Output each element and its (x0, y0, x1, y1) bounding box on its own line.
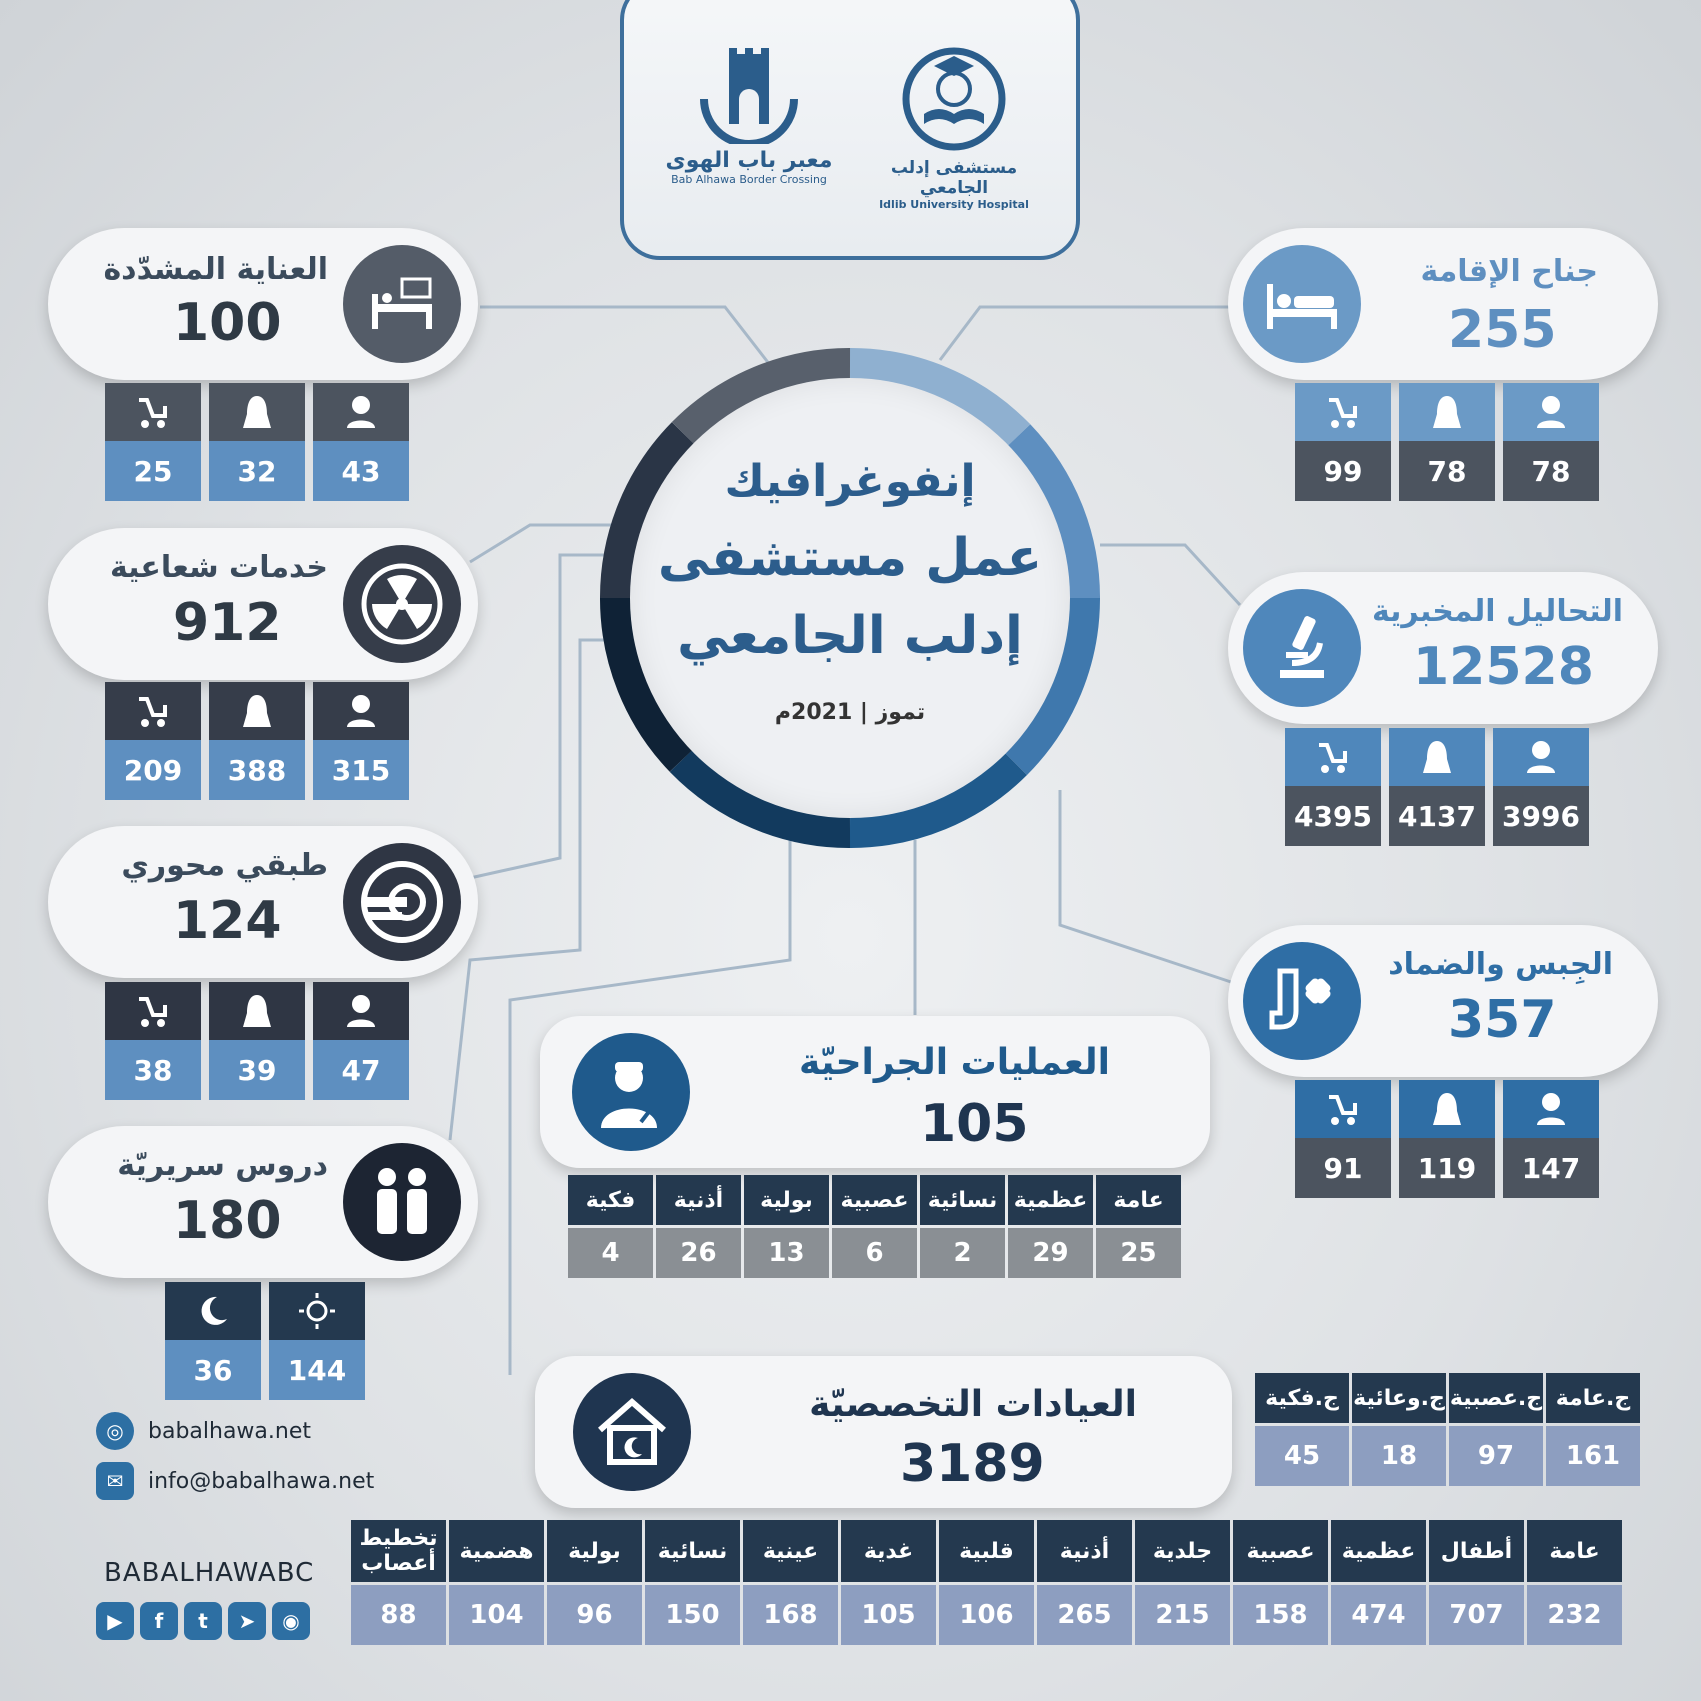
clinics-header-9: عصبية (1233, 1520, 1328, 1582)
inpatient-men: 78 (1503, 441, 1599, 501)
icu-bed-icon (343, 245, 461, 363)
surgery-header-5: عظمية (1008, 1175, 1093, 1225)
lab-title: التحاليل المخبرية (1371, 594, 1623, 629)
surgery-table (565, 1172, 1184, 1281)
surgery-value-cell-6: 25 (1096, 1228, 1181, 1278)
clinics-header-12: عامة (1527, 1520, 1622, 1582)
man-icon (1503, 383, 1599, 441)
center-title-line2: عمل مستشفى (657, 528, 1043, 588)
radiology-value: 912 (173, 593, 282, 653)
stroller-icon (1285, 728, 1381, 786)
clinics-value-cell-8: 215 (1135, 1585, 1230, 1645)
clinical-title: دروس سريريّة (117, 1148, 328, 1183)
man-icon (1503, 1080, 1599, 1138)
clinics-value-cell-0: 88 (351, 1585, 446, 1645)
bab-alhawa-ar: معبر باب الهوى (665, 148, 833, 173)
clinics-value-cell-11: 707 (1429, 1585, 1524, 1645)
doctors-icon (343, 1143, 461, 1261)
woman-icon (1399, 1080, 1495, 1138)
radiology-women: 388 (209, 740, 305, 800)
clinics-header-5: غدية (841, 1520, 936, 1582)
lab-men: 3996 (1493, 786, 1589, 846)
stroller-icon (105, 982, 201, 1040)
bab-alhawa-logo (664, 44, 834, 186)
stroller-icon (105, 682, 201, 740)
surgery-value-cell-1: 26 (656, 1228, 741, 1278)
icu-card (48, 228, 478, 380)
clinical-night: 36 (165, 1340, 261, 1400)
clinics-value-cell-1: 104 (449, 1585, 544, 1645)
icu-children: 25 (105, 441, 201, 501)
clinics-header-2: بولية (547, 1520, 642, 1582)
surgery-header-3: عصبية (832, 1175, 917, 1225)
inpatient-value: 255 (1448, 300, 1557, 360)
telegram-icon[interactable]: ➤ (228, 1602, 266, 1640)
clinics-value-cell-5: 105 (841, 1585, 936, 1645)
surgery-value-cell-3: 6 (832, 1228, 917, 1278)
clinical-card (48, 1126, 478, 1278)
icu-title: العناية المشدّدة (103, 252, 328, 287)
center-title-line1: إنفوغرافيك (724, 456, 976, 507)
cast-women: 119 (1399, 1138, 1495, 1198)
clinics-side-header-1: ج.وعائية (1352, 1373, 1446, 1423)
cast-value: 357 (1448, 990, 1557, 1050)
microscope-icon (1243, 589, 1361, 707)
clinics-value-cell-9: 158 (1233, 1585, 1328, 1645)
woman-icon (209, 982, 305, 1040)
clinics-card (535, 1356, 1232, 1508)
clinics-value-cell-6: 106 (939, 1585, 1034, 1645)
radiology-breakdown (105, 682, 409, 800)
clinics-side-value-0: 45 (1255, 1426, 1349, 1486)
email-row[interactable] (96, 1462, 374, 1500)
surgery-value-cell-0: 4 (568, 1228, 653, 1278)
inpatient-title: جناح الإقامة (1420, 254, 1598, 289)
woman-icon (1389, 728, 1485, 786)
inpatient-women: 78 (1399, 441, 1495, 501)
clinics-side-value-1: 18 (1352, 1426, 1446, 1486)
clinics-value-cell-10: 474 (1331, 1585, 1426, 1645)
surgery-header-4: نسائية (920, 1175, 1005, 1225)
icu-value: 100 (173, 293, 282, 353)
radiation-icon (343, 545, 461, 663)
youtube-icon[interactable]: ▶ (96, 1602, 134, 1640)
surgery-header-2: بولية (744, 1175, 829, 1225)
ct-card (48, 826, 478, 978)
clinics-title: العيادات التخصصيّة (809, 1384, 1137, 1425)
clinics-header-4: عينية (743, 1520, 838, 1582)
clinics-side-header-2: ج.عصبية (1449, 1373, 1543, 1423)
stroller-icon (105, 383, 201, 441)
website-row[interactable] (96, 1412, 311, 1450)
lab-breakdown (1285, 728, 1589, 846)
ct-breakdown (105, 982, 409, 1100)
cast-breakdown (1295, 1080, 1599, 1198)
icu-breakdown (105, 383, 409, 501)
sun-icon (269, 1282, 365, 1340)
bed-icon (1243, 245, 1361, 363)
idlib-hospital-ar: مستشفى إدلب الجامعي (890, 158, 1018, 198)
facebook-icon[interactable]: f (140, 1602, 178, 1640)
woman-icon (1399, 383, 1495, 441)
surgery-header-6: عامة (1096, 1175, 1181, 1225)
cast-children: 91 (1295, 1138, 1391, 1198)
cast-card (1228, 925, 1658, 1077)
surgery-value-cell-4: 2 (920, 1228, 1005, 1278)
twitter-icon[interactable]: t (184, 1602, 222, 1640)
woman-icon (209, 383, 305, 441)
surgery-title: العمليات الجراحيّة (799, 1042, 1110, 1083)
clinics-side-table (1252, 1370, 1643, 1489)
center-date: تموز | 2021م (774, 700, 926, 725)
radiology-men: 315 (313, 740, 409, 800)
clinics-value-cell-12: 232 (1527, 1585, 1622, 1645)
clinics-value: 3189 (900, 1434, 1045, 1494)
clinics-header-10: عظمية (1331, 1520, 1426, 1582)
radiology-title: خدمات شعاعية (109, 550, 328, 585)
center-title-line3: إدلب الجامعي (677, 606, 1023, 666)
clinics-header-0: تخطيط أعصاب (351, 1520, 446, 1582)
inpatient-card (1228, 228, 1658, 380)
bab-alhawa-en: Bab Alhawa Border Crossing (671, 173, 827, 186)
ct-scanner-icon (343, 843, 461, 961)
clinics-header-11: أطفال (1429, 1520, 1524, 1582)
ct-children: 38 (105, 1040, 201, 1100)
clinics-value-cell-7: 265 (1037, 1585, 1132, 1645)
social-handle: BABALHAWABC (104, 1558, 315, 1588)
man-icon (1493, 728, 1589, 786)
clinical-breakdown (165, 1282, 365, 1400)
logo-header (620, 0, 1080, 260)
clinical-day: 144 (269, 1340, 365, 1400)
lab-card (1228, 572, 1658, 724)
idlib-hospital-en: Idlib University Hospital (879, 198, 1029, 211)
man-icon (313, 383, 409, 441)
globe-icon: ◎ (96, 1412, 134, 1450)
lab-value: 12528 (1413, 637, 1594, 697)
mail-icon: ✉ (96, 1462, 134, 1500)
clinics-value-cell-4: 168 (743, 1585, 838, 1645)
clinics-side-header-3: ج.عامة (1546, 1373, 1640, 1423)
clinics-header-1: هضمية (449, 1520, 544, 1582)
cast-men: 147 (1503, 1138, 1599, 1198)
icu-women: 32 (209, 441, 305, 501)
center-title-disc (630, 378, 1070, 818)
clinics-side-value-3: 161 (1546, 1426, 1640, 1486)
ct-men: 47 (313, 1040, 409, 1100)
surgery-value-cell-2: 13 (744, 1228, 829, 1278)
cast-bandage-icon (1243, 942, 1361, 1060)
surgery-header-0: فكية (568, 1175, 653, 1225)
ct-title: طبقي محوري (121, 848, 328, 883)
clinics-value-cell-3: 150 (645, 1585, 740, 1645)
inpatient-children: 99 (1295, 441, 1391, 501)
stroller-icon (1295, 1080, 1391, 1138)
moon-icon (165, 1282, 261, 1340)
surgery-value-cell-5: 29 (1008, 1228, 1093, 1278)
clinic-house-icon (573, 1373, 691, 1491)
surgeon-icon (572, 1033, 690, 1151)
email-link[interactable]: info@babalhawa.net (148, 1468, 375, 1494)
tower-icon (694, 44, 804, 144)
website-link[interactable]: babalhawa.net (148, 1418, 312, 1444)
cast-title: الجِبس والضماد (1388, 947, 1613, 982)
man-icon (313, 982, 409, 1040)
clinics-side-value-2: 97 (1449, 1426, 1543, 1486)
surgery-header-1: أذنية (656, 1175, 741, 1225)
lab-children: 4395 (1285, 786, 1381, 846)
clinics-header-3: نسائية (645, 1520, 740, 1582)
clinics-header-6: قلبية (939, 1520, 1034, 1582)
radiology-card (48, 528, 478, 680)
clinical-value: 180 (173, 1191, 282, 1251)
inpatient-breakdown (1295, 383, 1599, 501)
radiology-children: 209 (105, 740, 201, 800)
clinics-header-7: أذنية (1037, 1520, 1132, 1582)
university-book-icon (894, 44, 1014, 154)
ct-women: 39 (209, 1040, 305, 1100)
clinics-table (348, 1517, 1625, 1648)
surgery-card (540, 1016, 1210, 1168)
surgery-value: 105 (920, 1094, 1029, 1154)
woman-icon (209, 682, 305, 740)
clinics-header-8: جلدية (1135, 1520, 1230, 1582)
lab-women: 4137 (1389, 786, 1485, 846)
instagram-icon[interactable]: ◉ (272, 1602, 310, 1640)
clinics-value-cell-2: 96 (547, 1585, 642, 1645)
ct-value: 124 (173, 891, 282, 951)
idlib-hospital-logo (869, 44, 1039, 211)
icu-men: 43 (313, 441, 409, 501)
social-icons (96, 1602, 316, 1640)
clinics-side-header-0: ج.فكية (1255, 1373, 1349, 1423)
stroller-icon (1295, 383, 1391, 441)
man-icon (313, 682, 409, 740)
